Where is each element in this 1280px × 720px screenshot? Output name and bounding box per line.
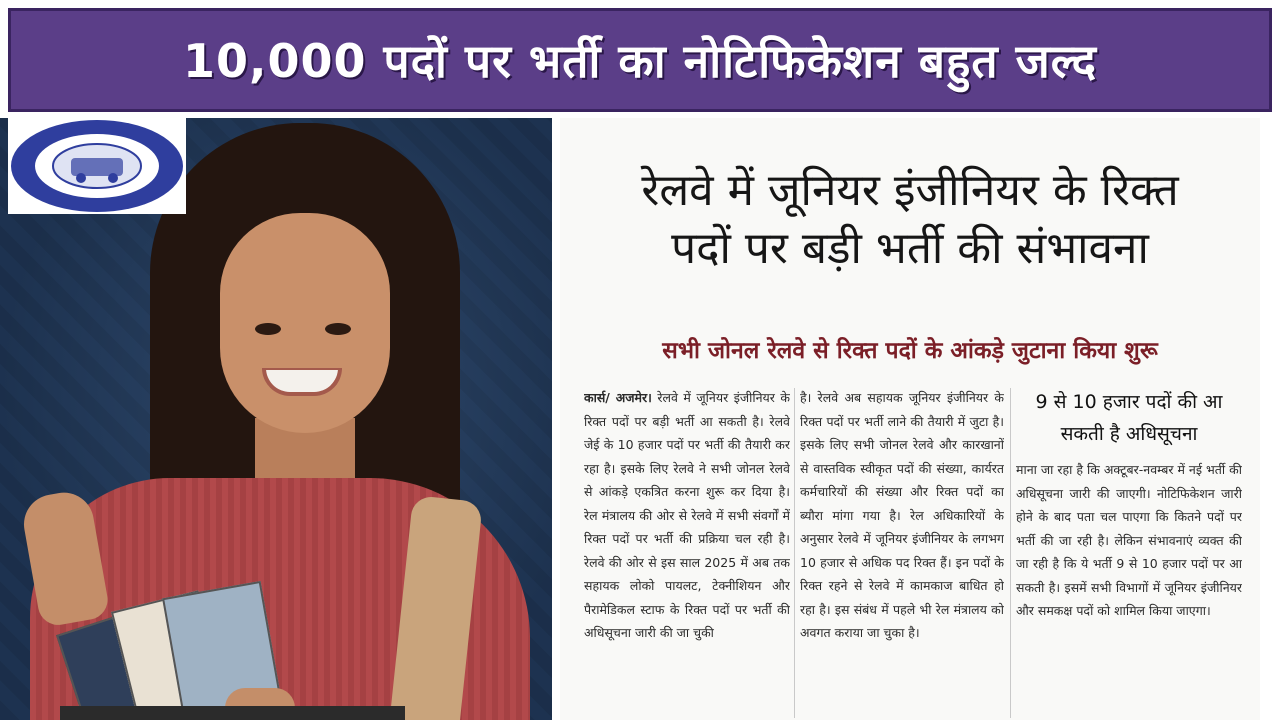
news-headline xyxy=(560,162,1260,278)
banner-box xyxy=(8,8,1272,112)
article-column-2 xyxy=(800,386,1004,720)
photo-panel xyxy=(0,118,552,720)
column-3-text: माना जा रहा है कि अक्टूबर-नवम्बर में नई भर्ती की अधिसूचना जारी की जाएगी। नोटिफिकेशन जारी होने के बाद पता चल पाएगा कि कितने पदों पर भर्ती की जा रही है। लेकिन संभावनाएं व्यक्त की जा रही है कि ये भर्ती 9 से 10 हजार पदों पर आ सकती है। इसमें सभी विभागों में जूनियर इंजीनियर और समकक्ष पदों को शामिल किया जाएगा। xyxy=(1016,462,1242,618)
left-eye xyxy=(255,323,281,335)
banner-title: 10,000 पदों पर भर्ती का नोटिफिकेशन बहुत जल्द xyxy=(182,34,1098,88)
column-3-heading: 9 से 10 हजार पदों की आ सकती है अधिसूचना xyxy=(1035,391,1223,445)
bottom-bar xyxy=(60,706,405,720)
article-byline: कार्स/ अजमेर। xyxy=(584,390,652,405)
column-2-text: है। रेलवे अब सहायक जूनियर इंजीनियर के रिक्त पदों पर भर्ती लाने की तैयारी में जुटा है। इसके लिए सभी जोनल रेलवे और कारखानों से वास्तविक स्वीकृत पदों की संख्या, कार्यरत कर्मचारियों की संख्या और रिक्त पदों का ब्यौरा मांगा गया है। रेल अधिकारियों के अनुसार रेलवे में जूनियर इंजीनियर के लगभग 10 हजार से अधिक पद रिक्त हैं। इन पदों के रिक्त रहने से रेलवे में कामकाज बाधित हो रहा है। इस संबंध में पहले भी रेल मंत्रालय को अवगत कराया जा चुका है। xyxy=(800,390,1004,640)
article-column-3 xyxy=(1016,386,1242,720)
face-shape xyxy=(220,213,390,433)
newspaper-clipping xyxy=(560,118,1260,720)
column-divider xyxy=(794,388,795,718)
column-1-text: रेलवे में जूनियर इंजीनियर के रिक्त पदों पर बड़ी भर्ती आ सकती है। रेलवे जेई के 10 हजार पदों पर भर्ती की तैयारी कर रहा है। इसके लिए रेलवे ने सभी जोनल रेलवे से आंकड़े एकत्रित करना शुरू कर दिया है। रेल मंत्रालय की ओर से रेलवे में सभी संवर्गों में रिक्त पदों पर भर्ती की प्रक्रिया चल रही है। रेलवे की ओर से इस साल 2025 में अब तक सहायक लोको पायलट, टेक्नीशियन और पैरामेडिकल स्टाफ के रिक्त पदों पर भर्ती की अधिसूचना जारी की जा चुकी xyxy=(584,390,790,640)
right-eye xyxy=(325,323,351,335)
right-margin xyxy=(1260,118,1280,720)
headline-line-1: रेलवे में जूनियर इंजीनियर के रिक्त xyxy=(641,165,1179,216)
article-column-1 xyxy=(584,386,790,720)
headline-line-2: पदों पर बड़ी भर्ती की संभावना xyxy=(671,223,1149,274)
column-divider xyxy=(1010,388,1011,718)
railways-emblem-icon xyxy=(9,118,185,214)
news-subheadline: सभी जोनल रेलवे से रिक्त पदों के आंकड़े जुटाना किया शुरू xyxy=(662,338,1158,364)
indian-railways-logo xyxy=(8,118,186,214)
top-banner xyxy=(0,0,1280,120)
